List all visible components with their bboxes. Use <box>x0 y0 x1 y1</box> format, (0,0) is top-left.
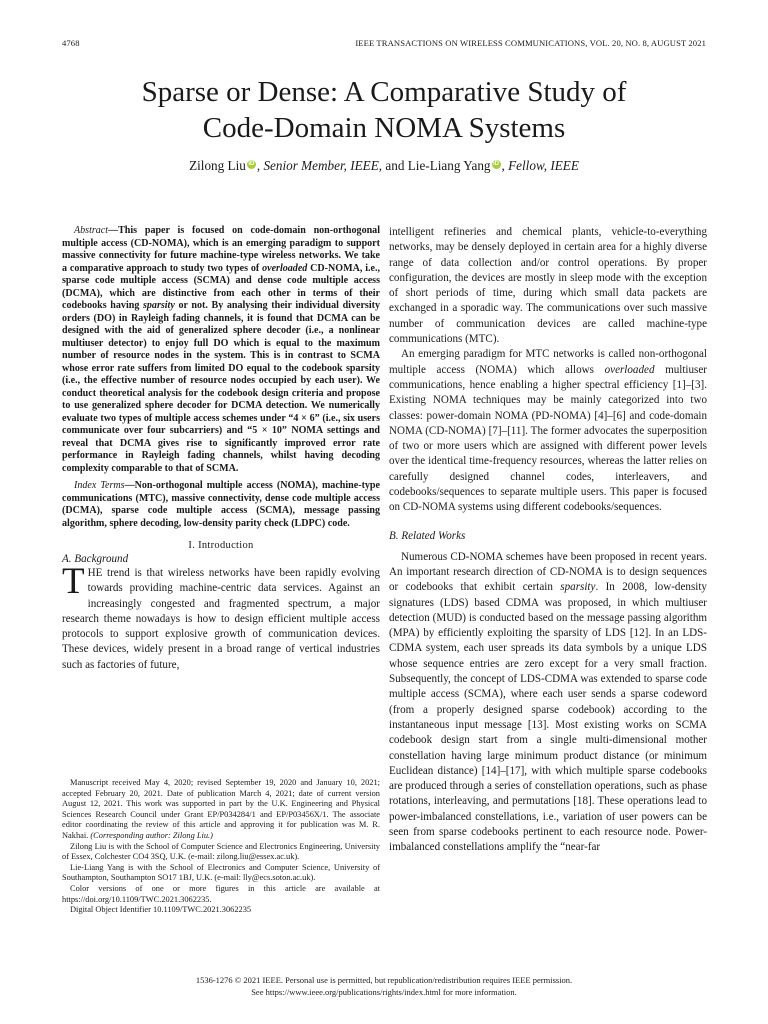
corresponding-author: (Corresponding author: Zilong Liu.) <box>90 830 213 840</box>
right-column <box>389 225 707 856</box>
author-name: Lie-Liang Yang <box>407 158 491 173</box>
drop-cap: T <box>62 561 85 602</box>
body-paragraph <box>389 550 707 856</box>
body-paragraph <box>62 561 380 673</box>
footnote-doi: Digital Object Identifier 10.1109/TWC.2021.3062235 <box>70 905 252 915</box>
orcid-icon[interactable]: iD <box>493 161 500 167</box>
footnote-manuscript <box>62 778 380 842</box>
abstract-text: CD-NOMA, i.e., sparse code multiple access (SCMA) and dense code multiple access (DCMA), which are distinctive from each other in terms of their codebooks having <box>62 262 380 311</box>
abstract <box>62 225 380 475</box>
orcid-icon[interactable]: iD <box>248 161 255 167</box>
footnote-color-versions: Color versions of one or more figures in this article are available at https://doi.org/10.1109/TWC.2021.3062235. <box>62 883 380 904</box>
abstract-dash: — <box>108 225 119 236</box>
index-terms <box>62 480 380 530</box>
paragraph-text: HE trend is that wireless networks have been rapidly evolving towards providing machine-centric data services. Against an increasingly congested and fragmented spectrum, a major research theme nowadays is how to design efficient multiple access protocols to support explosive growth of communication devices. These devices, widely present in a broad range of vertical industries such as factories of future, <box>62 567 380 671</box>
emphasis: sparsity <box>560 581 596 594</box>
abstract-text: This paper is focused on code-domain non-orthogonal multiple access (CD-NOMA), which is an emerging paradigm to support massive connectivity for future machine-type wireless networks. We take a comparative approach to study two types of <box>62 225 380 274</box>
copyright-notice: 1536-1276 © 2021 IEEE. Personal use is permitted, but republication/redistribution requires IEEE permission. <box>195 975 573 985</box>
left-column <box>62 225 380 673</box>
paragraph-text: multiuser communications, hence enabling a higher spectral efficiency [1]–[3]. Existing NOMA techniques may be mainly categorized into two classes: power-domain NOMA (PD-NOMA) [4]–[6] and code-domain NOMA (CD-NOMA) [7]–[11]. The former advocates the superposition of two or more users which are assigned with different power levels over the identical time-frequency resources, whereas the latter relies on carefully designed channel codes, interleavers, and codebooks/sequences to separate multiple users. This paper is focused on CD-NOMA systems using different codebooks/sequences. <box>389 363 707 514</box>
footnote-text: Manuscript received May 4, 2020; revised September 19, 2020 and January 10, 2021; accepted February 20, 2021. Date of publication March 4, 2021; date of current version August 12, 2021. This work was supported in part by the U.K. Engineering and Physical Sciences Research Council under Grant EP/P034284/1 and EP/P03456X/1. The associate editor coordinating the review of this article and approving it for publication was M. R. Nakhai. <box>62 778 380 840</box>
footnote-author-1: Zilong Liu is with the School of Computer Science and Electronics Engineering, University of Essex, Colchester CO4 3SQ, U.K. (e-mail: zilong.liu@essex.ac.uk). <box>62 841 380 862</box>
rights-url-notice: See https://www.ieee.org/publications/rights/index.html for more information. <box>251 987 517 997</box>
section-heading: I. Introduction <box>188 540 254 551</box>
author-name: Zilong Liu <box>189 158 246 173</box>
abstract-emphasis: sparsity <box>142 300 175 311</box>
abstract-label: Abstract <box>74 225 109 236</box>
subsection-heading: B. Related Works <box>389 529 466 542</box>
body-paragraph <box>389 347 707 515</box>
title-line-1: Sparse or Dense: A Comparative Study of <box>141 76 627 108</box>
paragraph-text: An emerging paradigm for MTC networks is called non-orthogonal multiple access (NOMA) which allows <box>389 348 707 376</box>
page-number: 4768 <box>62 38 80 48</box>
index-terms-dash: — <box>124 480 135 491</box>
paragraph-text: Numerous CD-NOMA schemes have been proposed in recent years. An important research direction of CD-NOMA is to design sequences or codebooks that exhibit certain <box>389 550 707 594</box>
author-joiner: , and <box>378 158 408 173</box>
abstract-emphasis: overloaded <box>262 262 308 274</box>
index-terms-label: Index Terms <box>74 480 125 491</box>
journal-header: IEEE TRANSACTIONS ON WIRELESS COMMUNICATIONS, VOL. 20, NO. 8, AUGUST 2021 <box>355 38 706 48</box>
emphasis: overloaded <box>604 363 655 376</box>
abstract-text: or not. By analysing their individual diversity orders (DO) in Rayleigh fading channels, it is found that DCMA can be designed with the aid of generalized sphere decoder (i.e., a nonlinear multiuser detector) to enjoy full DO which is equal to the maximum number of resource nodes in the system. This is in contrast to SCMA whose error rate suffers from limited DO equal to the codebook sparsity (i.e., the effective number of resource nodes occupied by each user). We conduct theoretical analysis for the codebook design criteria and propose to use generalized sphere decoder for DCMA detection. We numerically evaluate two types of multiple access schemes under “4 × 6” (i.e., six users communicate over four subcarriers) and “5 × 10” NOMA settings and reveal that DCMA gives rise to significantly improved error rate performance in Rayleigh fading channels, whilst having decoding complexity comparable to that of SCMA. <box>62 300 380 474</box>
footnote-author-2: Lie-Liang Yang is with the School of Electronics and Computer Science, University of Southampton, Southampton SO17 1BJ, U.K. (e-mail: lly@ecs.soton.ac.uk). <box>62 862 380 883</box>
index-terms-text: Non-orthogonal multiple access (NOMA), machine-type communications (MTC), massive connectivity, dense code multiple access (DCMA), sparse code multiple access (SCMA), message passing algorithm, sphere decoding, low-density parity check (LDPC) code. <box>62 480 380 529</box>
body-paragraph: intelligent refineries and chemical plants, vehicle-to-everything networks, may be densely deployed in certain area for a highly diverse range of data collection and/or control operations. By proper configuration, the devices are mostly in sleep mode with the exception of short periods of time, during which small data packets are exchanged in a sporadic way. The communications over such massive number of communication devices are called machine-type communications (MTC). <box>389 226 707 346</box>
author-list: Zilong Liu iD , Senior Member, IEEE, and Lie-Liang Yang iD , Fellow, IEEE <box>189 158 579 173</box>
title-line-2: Code-Domain NOMA Systems <box>202 112 566 144</box>
author-membership: Fellow, IEEE <box>508 158 579 173</box>
paragraph-text: . In 2008, low-density signatures (LDS) based CDMA was proposed, in which multiuser detection (MUD) is conducted based on the message passing algorithm (MPA) by efficiently exploiting the sparsity of LDS [12]. In an LDS-CDMA system, each user spreads its data symbols by a unique LDS whose sequence entries are zero except for a very small fraction. Subsequently, the concept of LDS-CDMA was extended to sparse code multiple access (SCMA), where each user sends a sparse codeword (from a properly designed sparse codebook) according to the instantaneous input message [13]. Most existing works on SCMA codebook design start from a single multi-dimensional mother constellation having large minimum product distance (or minimum Euclidean distance) [14]–[17], with which multiple sparse codebooks are produced through a series of constellation operations, such as phase rotations, interleaving, and permutations [18]. These operations lead to power-imbalanced constellations, i.e., variation of user powers can be seen from sparse codebooks pertinent to each resource node. Power-imbalanced constellations amplify the “near-far <box>389 581 707 854</box>
subsection-heading: A. Background <box>62 553 129 565</box>
footnotes <box>62 778 380 916</box>
author-membership: Senior Member, IEEE <box>263 158 379 173</box>
